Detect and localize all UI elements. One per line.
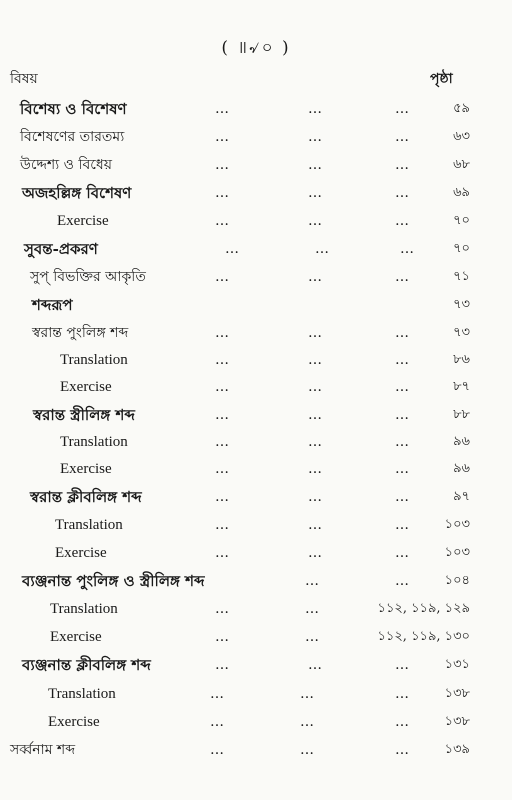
entry-title: Translation [55,517,123,533]
leader-dots: … [215,517,230,533]
leader-dots: … [215,101,230,117]
toc-entry [0,152,512,178]
leader-dots: … [300,742,315,758]
leader-dots: … [395,517,410,533]
entry-page-number: ১৩১ [444,657,470,672]
subject-column-label: বিষয় [10,71,38,87]
leader-dots: … [308,129,323,145]
leader-dots: … [395,714,410,730]
toc-entry [0,456,512,482]
toc-entry [0,709,512,735]
leader-dots: … [308,461,323,477]
toc-entry [0,681,512,707]
entry-title: ব্যঞ্জনান্ত পুংলিঙ্গ ও স্ত্রীলিঙ্গ শব্দ [22,572,205,590]
entry-page-number: ৭০ [453,241,470,256]
leader-dots: … [395,129,410,145]
leader-dots: … [400,241,415,257]
entry-page-number: ৯৬ [453,461,470,476]
entry-page-number: ১০৩ [444,545,470,560]
leader-dots: … [308,352,323,368]
leader-dots: … [210,714,225,730]
entry-page-number: ৯৬ [453,434,470,449]
entry-title: Translation [48,686,116,702]
leader-dots: … [215,325,230,341]
entry-title: শব্দরূপ [32,296,73,314]
entry-title: Translation [60,352,128,368]
leader-dots: … [308,101,323,117]
toc-entry [0,264,512,290]
entry-page-number: ৮৮ [453,407,470,422]
entry-page-number: ১৩৯ [444,742,470,757]
toc-entry [0,652,512,678]
leader-dots: … [215,157,230,173]
leader-dots: … [315,241,330,257]
entry-title: Exercise [55,545,107,561]
leader-dots: … [210,686,225,702]
entry-page-number: ৯৭ [453,489,470,504]
entry-title: সর্ব্বনাম শব্দ [10,742,76,758]
entry-title: স্বরান্ত পুংলিঙ্গ শব্দ [32,325,129,341]
toc-entry [0,429,512,455]
leader-dots: … [215,601,230,617]
toc-entry [0,568,512,594]
toc-entry [0,320,512,346]
leader-dots: … [215,185,230,201]
leader-dots: … [395,325,410,341]
toc-entry [0,596,512,622]
leader-dots: … [395,489,410,505]
leader-dots: … [215,434,230,450]
entry-page-number: ৮৭ [453,379,470,394]
leader-dots: … [210,742,225,758]
entry-page-number: ৮৬ [453,352,470,367]
page-column-label: পৃষ্ঠা [430,71,453,87]
leader-dots: … [308,545,323,561]
toc-entry [0,236,512,262]
leader-dots: … [308,157,323,173]
toc-entry [0,347,512,373]
leader-dots: … [308,407,323,423]
entry-page-number: ১৩৮ [444,714,470,729]
leader-dots: … [215,213,230,229]
entry-page-number: ৫৯ [453,101,470,116]
leader-dots: … [215,461,230,477]
toc-entry [0,374,512,400]
entry-title: বিশেষ্য ও বিশেষণ [20,100,127,118]
leader-dots: … [308,185,323,201]
leader-dots: … [215,379,230,395]
leader-dots: … [300,714,315,730]
entry-page-number: ১০৪ [444,573,470,588]
leader-dots: … [308,269,323,285]
entry-page-number: ৭০ [453,213,470,228]
toc-entry [0,484,512,510]
entry-title: Exercise [57,213,109,229]
entry-page-number: ৭১ [453,269,470,284]
leader-dots: … [395,434,410,450]
entry-title: উদ্দেশ্য ও বিধেয় [20,157,112,173]
toc-entry [0,512,512,538]
leader-dots: … [215,657,230,673]
leader-dots: … [215,489,230,505]
leader-dots: … [395,686,410,702]
entry-title: Exercise [50,629,102,645]
leader-dots: … [395,573,410,589]
entry-title: Translation [50,601,118,617]
toc-entry [0,402,512,428]
leader-dots: … [395,657,410,673]
leader-dots: … [395,101,410,117]
leader-dots: … [308,517,323,533]
entry-page-number: ৬৯ [453,185,470,200]
entry-title: Exercise [60,461,112,477]
leader-dots: … [395,379,410,395]
entry-title: স্বরান্ত ক্লীবলিঙ্গ শব্দ [30,488,142,506]
entry-page-number: ৭৩ [453,325,470,340]
entry-page-number: ১৩৮ [444,686,470,701]
leader-dots: … [305,601,320,617]
entry-title: Exercise [48,714,100,730]
entry-title: ব্যঞ্জনান্ত ক্লীবলিঙ্গ শব্দ [22,656,151,674]
entry-title: বিশেষণের তারতম্য [20,129,125,145]
toc-entry [0,624,512,650]
toc-entry [0,737,512,763]
leader-dots: … [395,407,410,423]
entry-page-number: ৬৮ [453,157,470,172]
entry-title: অজহল্লিঙ্গ বিশেষণ [22,184,132,202]
leader-dots: … [308,213,323,229]
leader-dots: … [215,407,230,423]
leader-dots: … [225,241,240,257]
leader-dots: … [395,352,410,368]
leader-dots: … [215,129,230,145]
entry-title: সুবন্ত-প্রকরণ [24,240,98,258]
leader-dots: … [215,545,230,561]
leader-dots: … [395,269,410,285]
leader-dots: … [395,742,410,758]
leader-dots: … [215,352,230,368]
entry-page-number: ৭৩ [453,297,470,312]
toc-entry [0,540,512,566]
leader-dots: … [308,379,323,395]
toc-entry [0,124,512,150]
leader-dots: … [308,489,323,505]
leader-dots: … [308,325,323,341]
page-number: ( ॥৵০ ) [221,38,291,58]
leader-dots: … [308,657,323,673]
leader-dots: … [300,686,315,702]
entry-title: Exercise [60,379,112,395]
leader-dots: … [215,269,230,285]
toc-entry [0,292,512,318]
leader-dots: … [395,157,410,173]
toc-entry [0,208,512,234]
toc-entry [0,96,512,122]
entry-page-number: ১১২, ১১৯, ১২৯ [377,601,470,616]
entry-page-number: ১১২, ১১৯, ১৩০ [377,629,470,644]
leader-dots: … [215,629,230,645]
leader-dots: … [308,434,323,450]
leader-dots: … [395,185,410,201]
leader-dots: … [305,573,320,589]
entry-title: স্বরান্ত স্ত্রীলিঙ্গ শব্দ [33,406,135,424]
leader-dots: … [395,213,410,229]
leader-dots: … [305,629,320,645]
entry-title: সুপ্ বিভক্তির আকৃতি [30,269,146,285]
entry-title: Translation [60,434,128,450]
leader-dots: … [395,461,410,477]
leader-dots: … [395,545,410,561]
entry-page-number: ১০৩ [444,517,470,532]
toc-entry [0,180,512,206]
entry-page-number: ৬৩ [453,129,470,144]
